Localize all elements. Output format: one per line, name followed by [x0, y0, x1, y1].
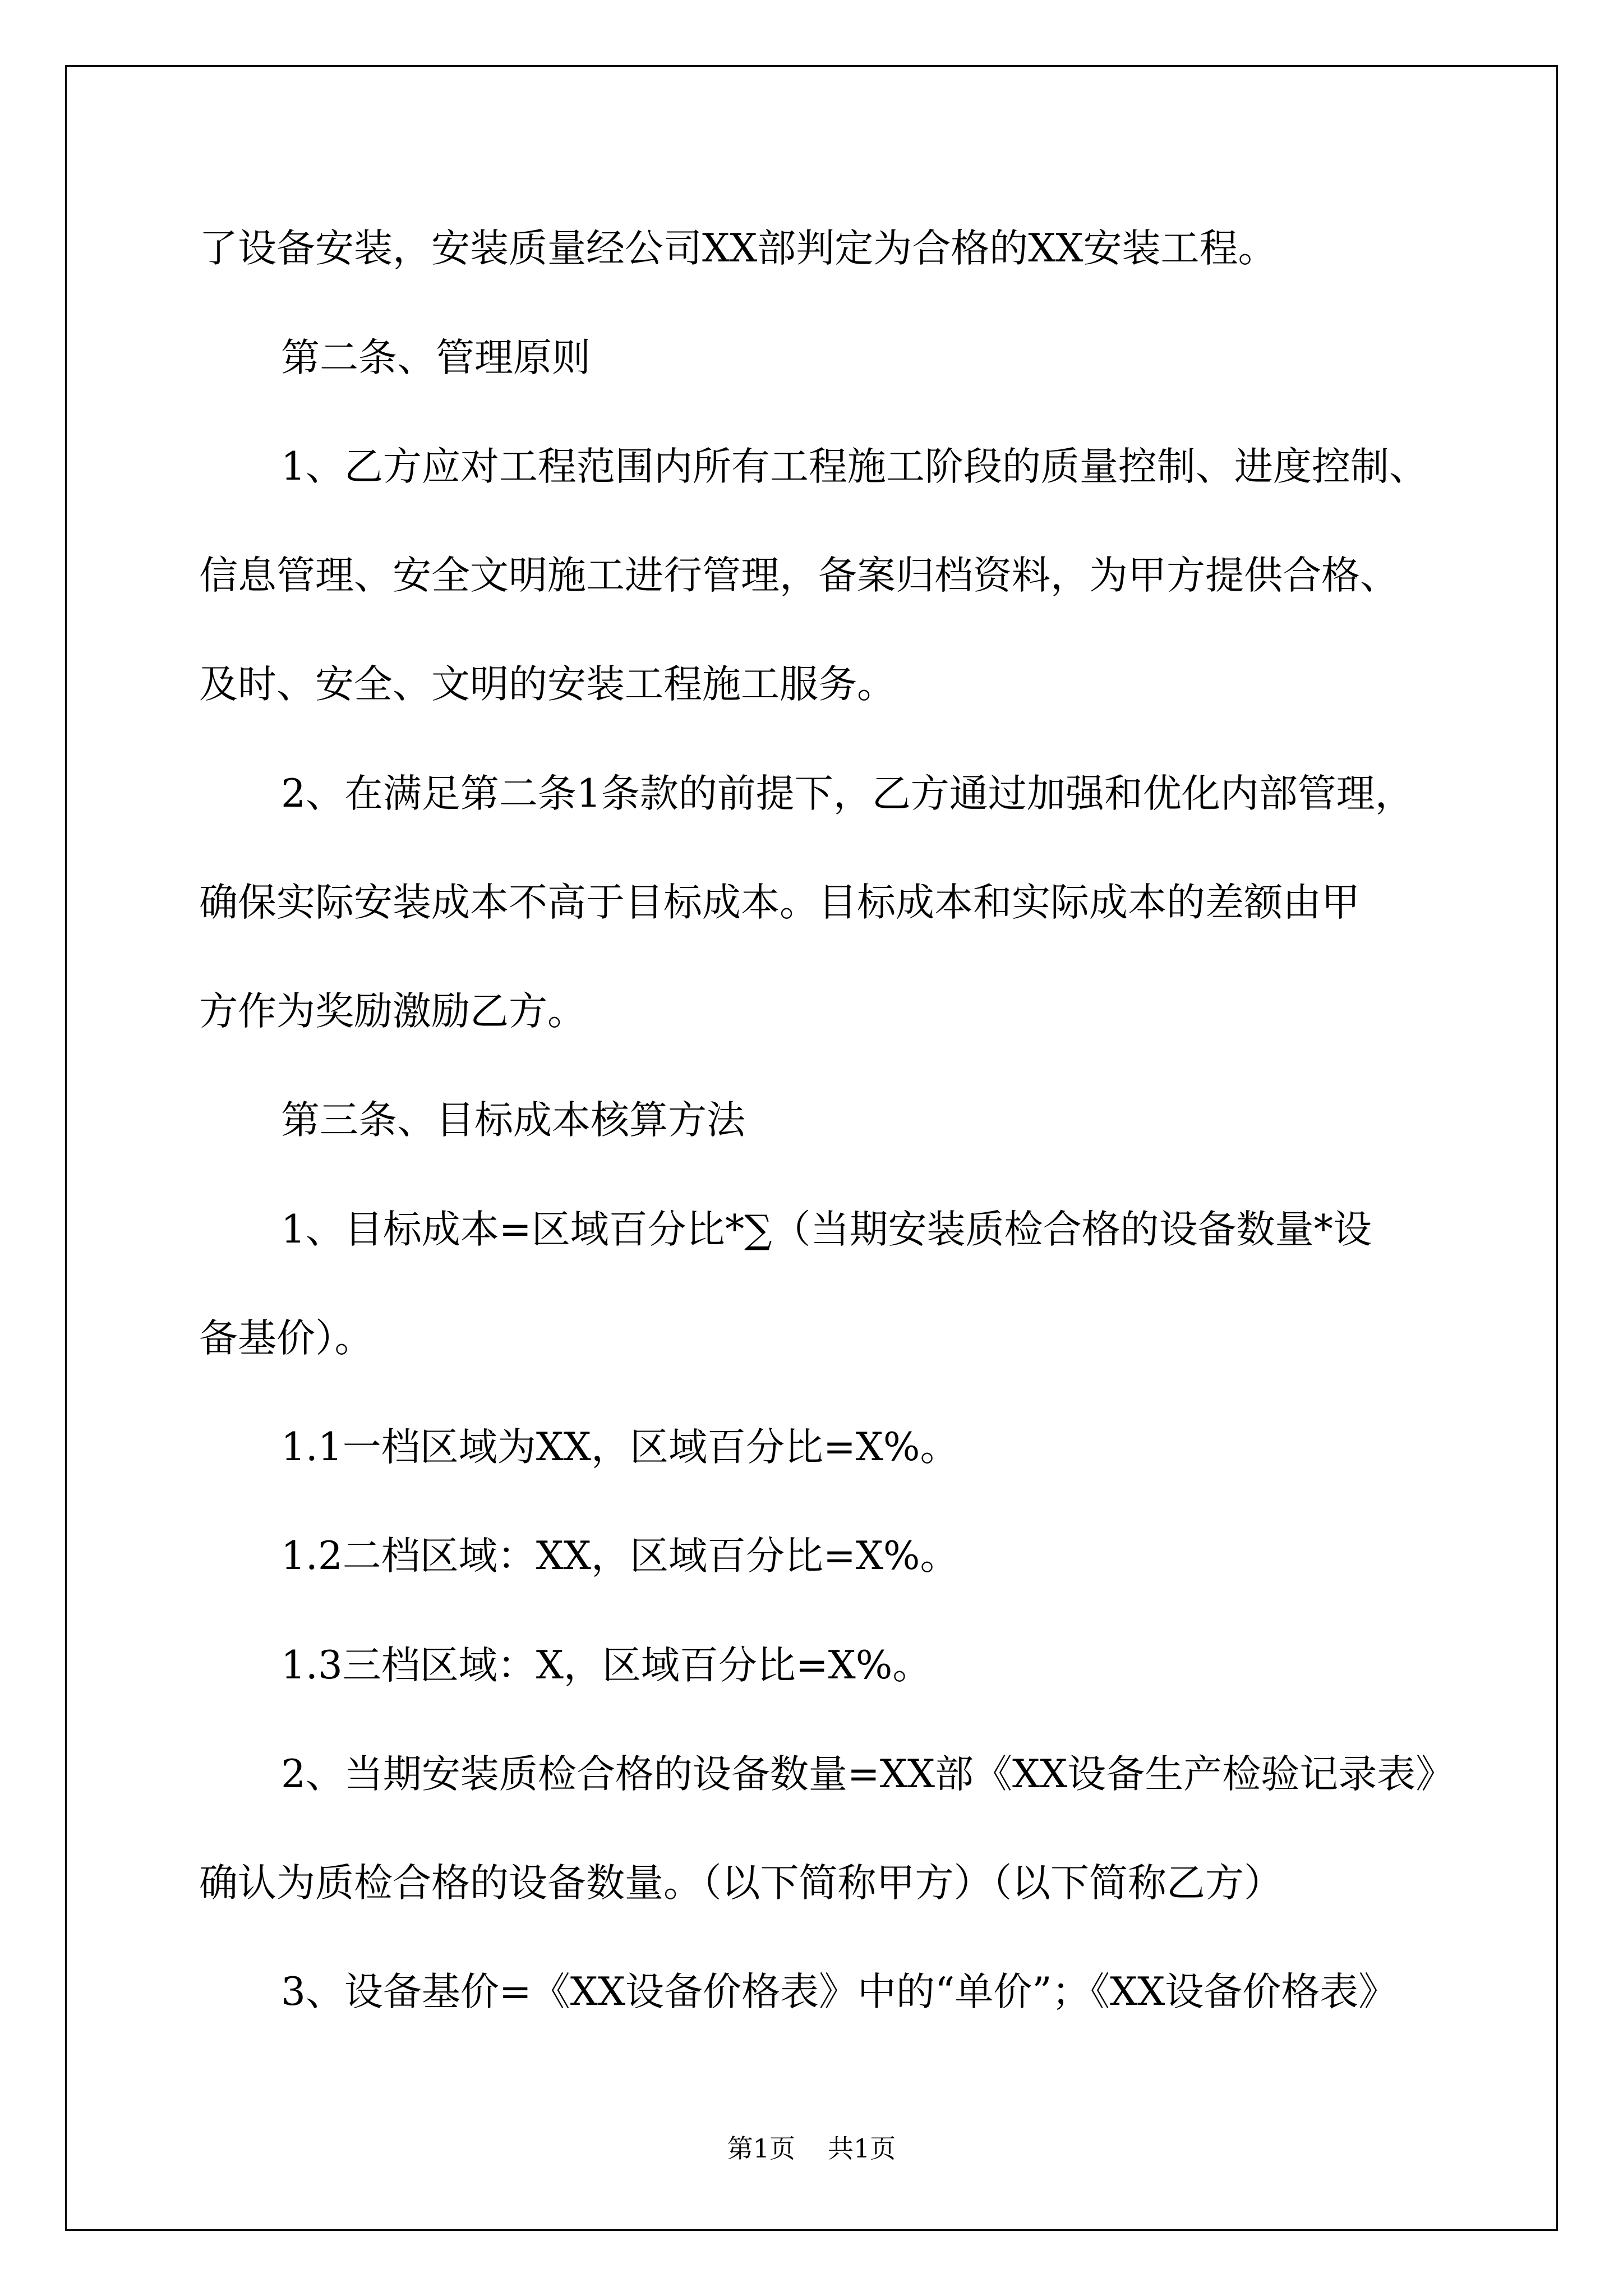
page-number: 第1页	[727, 2133, 795, 2164]
paragraph-line: 了设备安装，安装质量经公司XX部判定为合格的XX安装工程。	[199, 226, 1277, 271]
paragraph-line: 确认为质检合格的设备数量。（以下简称甲方）（以下简称乙方）	[199, 1861, 1283, 1906]
paragraph-line: 1.2二档区域：XX，区域百分比=X%。	[281, 1534, 959, 1579]
section-heading: 第三条、目标成本核算方法	[281, 1098, 745, 1143]
paragraph-line: 及时、安全、文明的安装工程施工服务。	[199, 662, 896, 707]
page-total: 共1页	[828, 2133, 896, 2164]
paragraph-line: 1、目标成本=区域百分比*∑（当期安装质检合格的设备数量*设	[281, 1207, 1372, 1252]
paragraph-line: 2、在满足第二条1条款的前提下，乙方通过加强和优化内部管理，	[281, 771, 1414, 816]
paragraph-line: 信息管理、安全文明施工进行管理，备案归档资料，为甲方提供合格、	[199, 553, 1399, 598]
paragraph-line: 确保实际安装成本不高于目标成本。目标成本和实际成本的差额由甲	[199, 880, 1360, 925]
section-heading: 第二条、管理原则	[281, 335, 591, 380]
paragraph-line: 备基价）。	[199, 1316, 374, 1361]
page-footer	[0, 2132, 1623, 2165]
paragraph-line: 1、乙方应对工程范围内所有工程施工阶段的质量控制、进度控制、	[281, 444, 1428, 489]
paragraph-line: 1.1一档区域为XX，区域百分比=X%。	[281, 1425, 959, 1470]
paragraph-line: 方作为奖励激励乙方。	[199, 989, 586, 1034]
paragraph-line: 1.3三档区域：X，区域百分比=X%。	[281, 1643, 932, 1688]
paragraph-line: 3、设备基价=《XX设备价格表》中的“单价”；《XX设备价格表》	[281, 1970, 1398, 2014]
paragraph-line: 2、当期安装质检合格的设备数量=XX部《XX设备生产检验记录表》	[281, 1752, 1455, 1797]
